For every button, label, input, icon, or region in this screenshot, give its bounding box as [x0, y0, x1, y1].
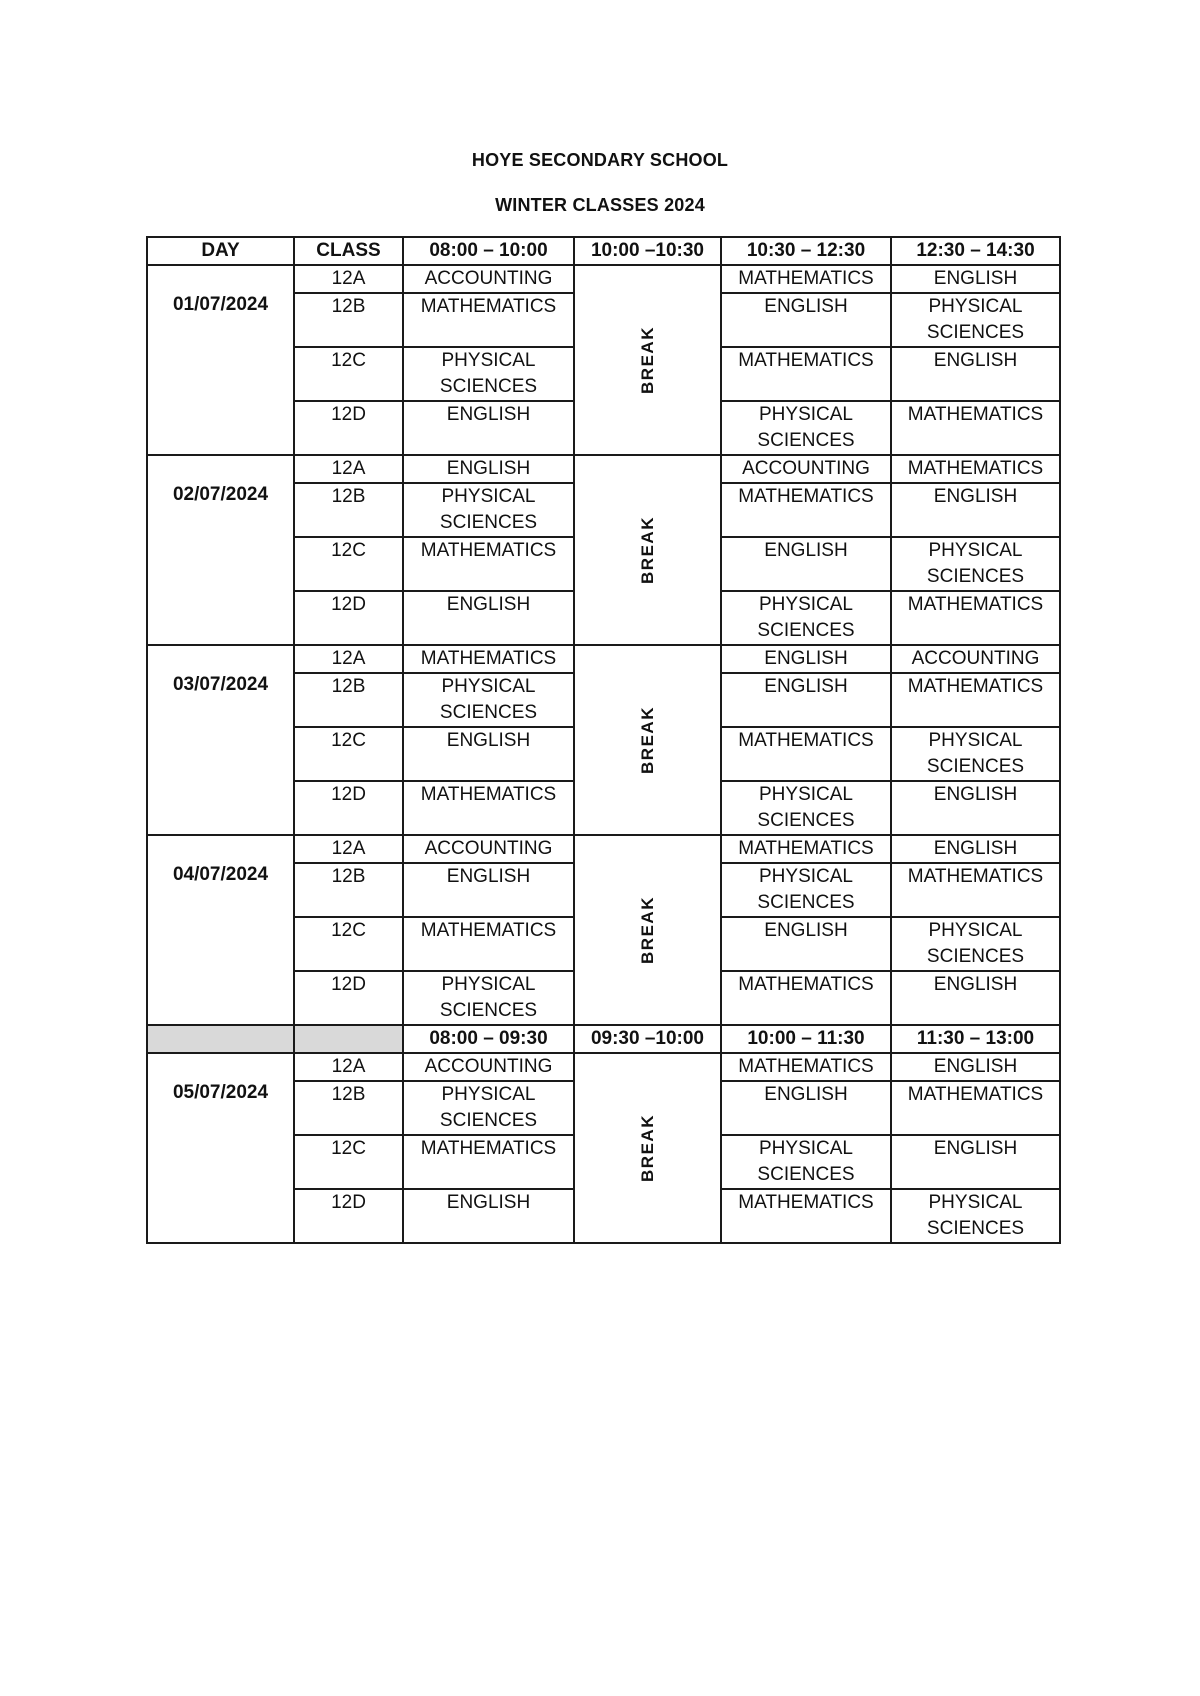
- subject-cell: PHYSICAL SCIENCES: [403, 971, 574, 1025]
- subject-cell: MATHEMATICS: [721, 727, 891, 781]
- subject-cell: PHYSICAL SCIENCES: [891, 293, 1060, 347]
- header-break: 10:00 –10:30: [574, 237, 721, 265]
- break-label: BREAK: [637, 326, 657, 394]
- friday-header-break: 09:30 –10:00: [574, 1025, 721, 1053]
- class-cell: 12C: [294, 347, 403, 401]
- class-cell: 12B: [294, 673, 403, 727]
- shaded-cell: [294, 1025, 403, 1053]
- subject-cell: MATHEMATICS: [403, 917, 574, 971]
- subject-cell: PHYSICAL SCIENCES: [891, 1189, 1060, 1243]
- header-class: CLASS: [294, 237, 403, 265]
- subject-cell: MATHEMATICS: [721, 1189, 891, 1243]
- subject-cell: PHYSICAL SCIENCES: [403, 483, 574, 537]
- break-label: BREAK: [637, 896, 657, 964]
- subject-cell: MATHEMATICS: [721, 265, 891, 293]
- class-cell: 12D: [294, 971, 403, 1025]
- header-period-4: 12:30 – 14:30: [891, 237, 1060, 265]
- class-cell: 12B: [294, 1081, 403, 1135]
- subject-cell: ACCOUNTING: [721, 455, 891, 483]
- subject-cell: MATHEMATICS: [891, 673, 1060, 727]
- subject-cell: ENGLISH: [403, 455, 574, 483]
- subject-cell: MATHEMATICS: [403, 645, 574, 673]
- break-label: BREAK: [637, 516, 657, 584]
- subject-cell: PHYSICAL SCIENCES: [721, 1135, 891, 1189]
- subject-cell: ENGLISH: [891, 971, 1060, 1025]
- subject-cell: ENGLISH: [891, 347, 1060, 401]
- day-cell: 01/07/2024: [147, 265, 294, 455]
- class-cell: 12C: [294, 1135, 403, 1189]
- break-cell: [574, 1053, 721, 1243]
- subject-cell: MATHEMATICS: [891, 1081, 1060, 1135]
- subject-cell: MATHEMATICS: [891, 401, 1060, 455]
- class-cell: 12B: [294, 293, 403, 347]
- friday-header-period-3: 10:00 – 11:30: [721, 1025, 891, 1053]
- subject-cell: PHYSICAL SCIENCES: [403, 673, 574, 727]
- break-cell: [574, 645, 721, 835]
- shaded-cell: [147, 1025, 294, 1053]
- table-row: [147, 455, 1060, 483]
- subject-cell: ENGLISH: [403, 727, 574, 781]
- day-cell: 03/07/2024: [147, 645, 294, 835]
- class-cell: 12A: [294, 455, 403, 483]
- subject-cell: PHYSICAL SCIENCES: [891, 727, 1060, 781]
- subject-cell: ENGLISH: [891, 1053, 1060, 1081]
- subject-cell: MATHEMATICS: [721, 971, 891, 1025]
- day-cell: 02/07/2024: [147, 455, 294, 645]
- class-cell: 12A: [294, 265, 403, 293]
- timetable-subtitle: WINTER CLASSES 2024: [495, 195, 705, 215]
- break-cell: [574, 455, 721, 645]
- subject-cell: PHYSICAL SCIENCES: [721, 863, 891, 917]
- subject-cell: PHYSICAL SCIENCES: [721, 401, 891, 455]
- friday-header-row: [147, 1025, 1060, 1053]
- class-cell: 12B: [294, 863, 403, 917]
- subject-cell: MATHEMATICS: [891, 863, 1060, 917]
- subject-cell: PHYSICAL SCIENCES: [403, 347, 574, 401]
- subject-cell: MATHEMATICS: [721, 835, 891, 863]
- subject-cell: ENGLISH: [721, 645, 891, 673]
- subject-cell: ENGLISH: [891, 483, 1060, 537]
- subject-cell: ENGLISH: [891, 835, 1060, 863]
- subject-cell: ENGLISH: [721, 1081, 891, 1135]
- school-title: HOYE SECONDARY SCHOOL: [471, 150, 729, 170]
- table-row: [147, 265, 1060, 293]
- table-row: [147, 1053, 1060, 1081]
- subject-cell: MATHEMATICS: [403, 781, 574, 835]
- subject-cell: ENGLISH: [403, 1189, 574, 1243]
- subject-cell: ACCOUNTING: [403, 1053, 574, 1081]
- break-cell: [574, 265, 721, 455]
- subject-cell: ACCOUNTING: [403, 835, 574, 863]
- subject-cell: ENGLISH: [721, 293, 891, 347]
- subject-cell: ENGLISH: [403, 401, 574, 455]
- header-period-3: 10:30 – 12:30: [721, 237, 891, 265]
- subject-cell: ENGLISH: [403, 591, 574, 645]
- subject-cell: ENGLISH: [891, 1135, 1060, 1189]
- break-cell: [574, 835, 721, 1025]
- subject-cell: PHYSICAL SCIENCES: [721, 781, 891, 835]
- subject-cell: MATHEMATICS: [891, 591, 1060, 645]
- class-cell: 12A: [294, 1053, 403, 1081]
- class-cell: 12A: [294, 835, 403, 863]
- subject-cell: MATHEMATICS: [403, 1135, 574, 1189]
- subject-cell: PHYSICAL SCIENCES: [891, 537, 1060, 591]
- class-cell: 12C: [294, 537, 403, 591]
- subject-cell: MATHEMATICS: [721, 483, 891, 537]
- subject-cell: ENGLISH: [721, 917, 891, 971]
- subject-cell: ENGLISH: [891, 265, 1060, 293]
- friday-header-period-1: 08:00 – 09:30: [403, 1025, 574, 1053]
- class-cell: 12D: [294, 591, 403, 645]
- class-cell: 12C: [294, 727, 403, 781]
- class-cell: 12B: [294, 483, 403, 537]
- class-cell: 12D: [294, 1189, 403, 1243]
- table-row: [147, 645, 1060, 673]
- class-cell: 12D: [294, 781, 403, 835]
- day-cell: 05/07/2024: [147, 1053, 294, 1243]
- subject-cell: MATHEMATICS: [721, 1053, 891, 1081]
- timetable: [146, 236, 1061, 1244]
- header-period-1: 08:00 – 10:00: [403, 237, 574, 265]
- subject-cell: MATHEMATICS: [403, 537, 574, 591]
- break-label: BREAK: [637, 1114, 657, 1182]
- day-cell: 04/07/2024: [147, 835, 294, 1025]
- subject-cell: PHYSICAL SCIENCES: [891, 917, 1060, 971]
- subject-cell: MATHEMATICS: [721, 347, 891, 401]
- subject-cell: MATHEMATICS: [403, 293, 574, 347]
- subject-cell: ENGLISH: [721, 537, 891, 591]
- subject-cell: ACCOUNTING: [891, 645, 1060, 673]
- header-day: DAY: [147, 237, 294, 265]
- table-row: [147, 835, 1060, 863]
- subject-cell: MATHEMATICS: [891, 455, 1060, 483]
- subject-cell: ENGLISH: [403, 863, 574, 917]
- class-cell: 12C: [294, 917, 403, 971]
- header-row: [147, 237, 1060, 265]
- subject-cell: PHYSICAL SCIENCES: [403, 1081, 574, 1135]
- break-label: BREAK: [637, 706, 657, 774]
- class-cell: 12A: [294, 645, 403, 673]
- subject-cell: PHYSICAL SCIENCES: [721, 591, 891, 645]
- friday-header-period-4: 11:30 – 13:00: [891, 1025, 1060, 1053]
- subject-cell: ENGLISH: [721, 673, 891, 727]
- class-cell: 12D: [294, 401, 403, 455]
- subject-cell: ENGLISH: [891, 781, 1060, 835]
- subject-cell: ACCOUNTING: [403, 265, 574, 293]
